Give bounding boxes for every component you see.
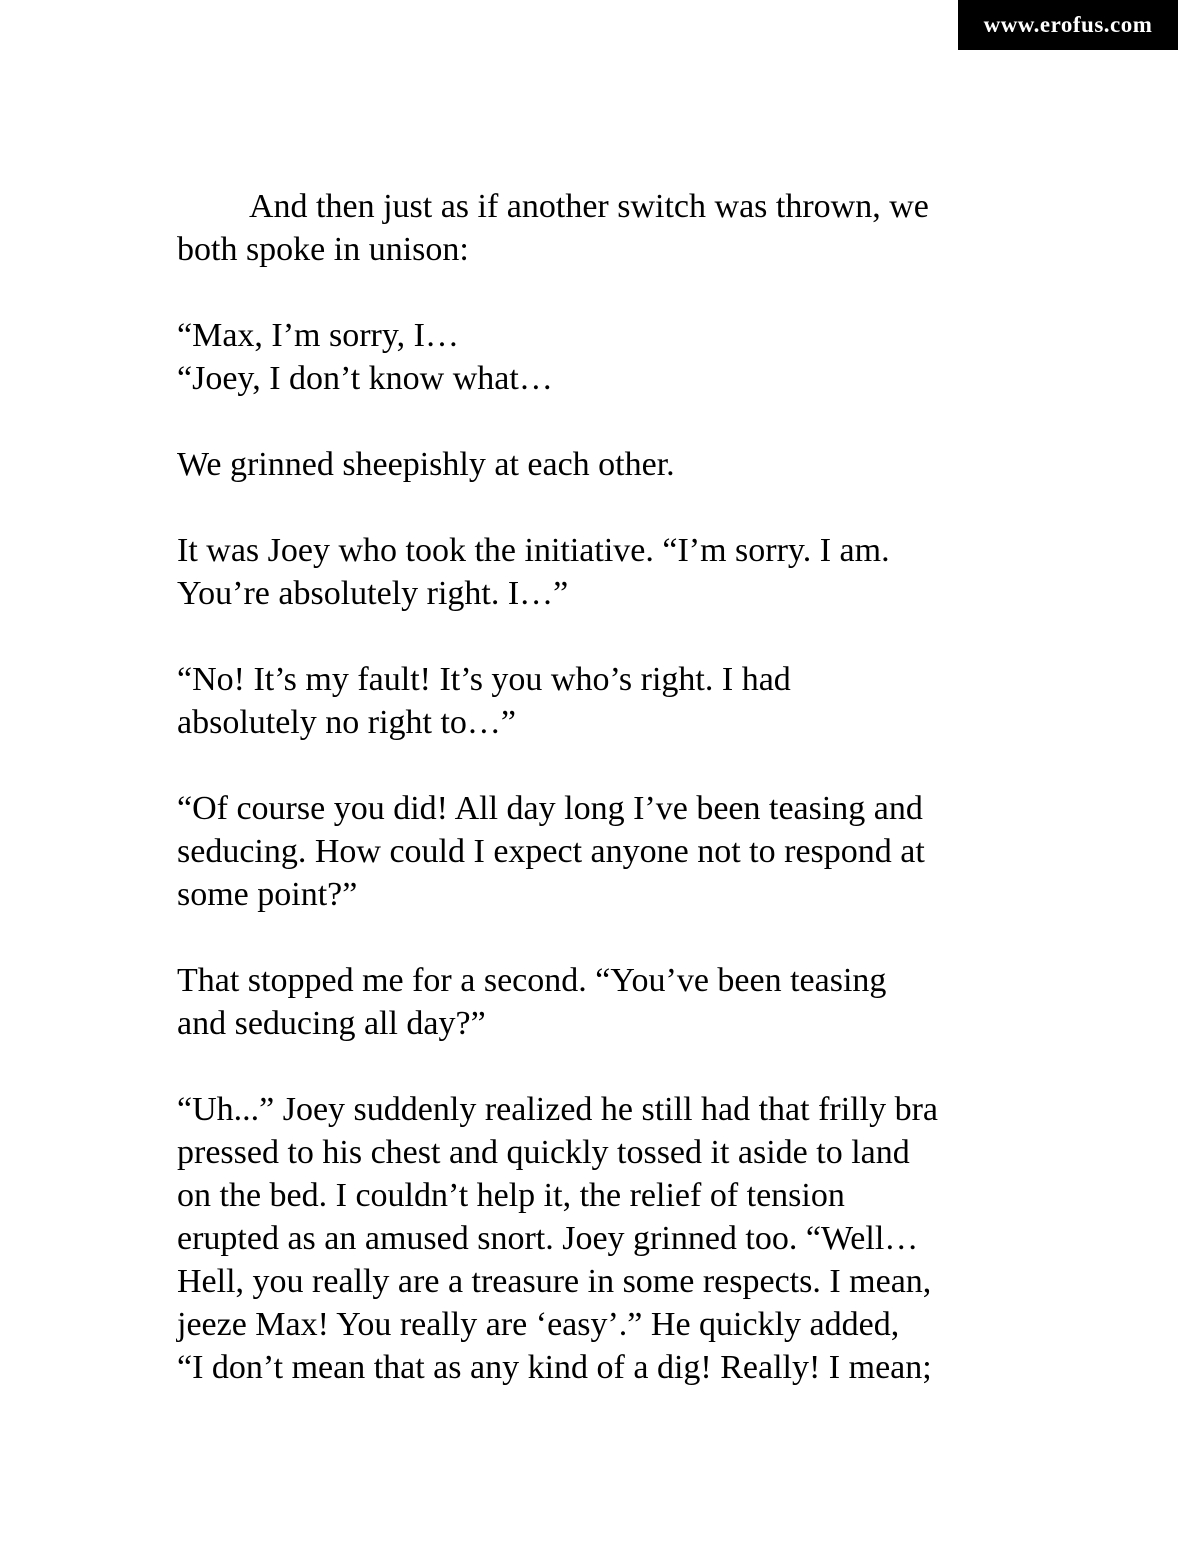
text-line: We grinned sheepishly at each other. (177, 446, 675, 483)
text-line: both spoke in unison: (177, 231, 469, 268)
paragraph (177, 658, 1047, 744)
text-line: and seducing all day?” (177, 1005, 486, 1042)
paragraph (177, 529, 1047, 615)
text-line: some point?” (177, 876, 358, 913)
text-line: “No! It’s my fault! It’s you who’s right. I had (177, 661, 791, 698)
watermark (958, 0, 1178, 50)
text-line: “Max, I’m sorry, I… (177, 317, 459, 354)
text-line: jeeze Max! You really are ‘easy’.” He quickly added, (177, 1306, 900, 1343)
text-line: “Uh...” Joey suddenly realized he still had that frilly bra (177, 1091, 938, 1128)
paragraph (177, 787, 1047, 916)
text-line: You’re absolutely right. I…” (177, 575, 569, 612)
text-line: That stopped me for a second. “You’ve been teasing (177, 962, 887, 999)
text-line: seducing. How could I expect anyone not to respond at (177, 833, 925, 870)
text-line: absolutely no right to…” (177, 704, 517, 741)
text-line: It was Joey who took the initiative. “I’m sorry. I am. (177, 532, 890, 569)
paragraph (177, 185, 1047, 271)
paragraph (177, 443, 1047, 486)
paragraph (177, 314, 1047, 400)
text-line: “I don’t mean that as any kind of a dig! Really! I mean; (177, 1349, 932, 1386)
text-line: pressed to his chest and quickly tossed it aside to land (177, 1134, 910, 1171)
text-line: And then just as if another switch was thrown, we (249, 188, 929, 225)
paragraph (177, 959, 1047, 1045)
text-line: Hell, you really are a treasure in some respects. I mean, (177, 1263, 932, 1300)
text-line: “Of course you did! All day long I’ve been teasing and (177, 790, 923, 827)
text-line: “Joey, I don’t know what… (177, 360, 553, 397)
paragraph (177, 1088, 1047, 1389)
text-line: on the bed. I couldn’t help it, the relief of tension (177, 1177, 845, 1214)
page-body (177, 185, 1047, 1432)
watermark-text: www.erofus.com (983, 12, 1153, 37)
text-line: erupted as an amused snort. Joey grinned too. “Well… (177, 1220, 919, 1257)
